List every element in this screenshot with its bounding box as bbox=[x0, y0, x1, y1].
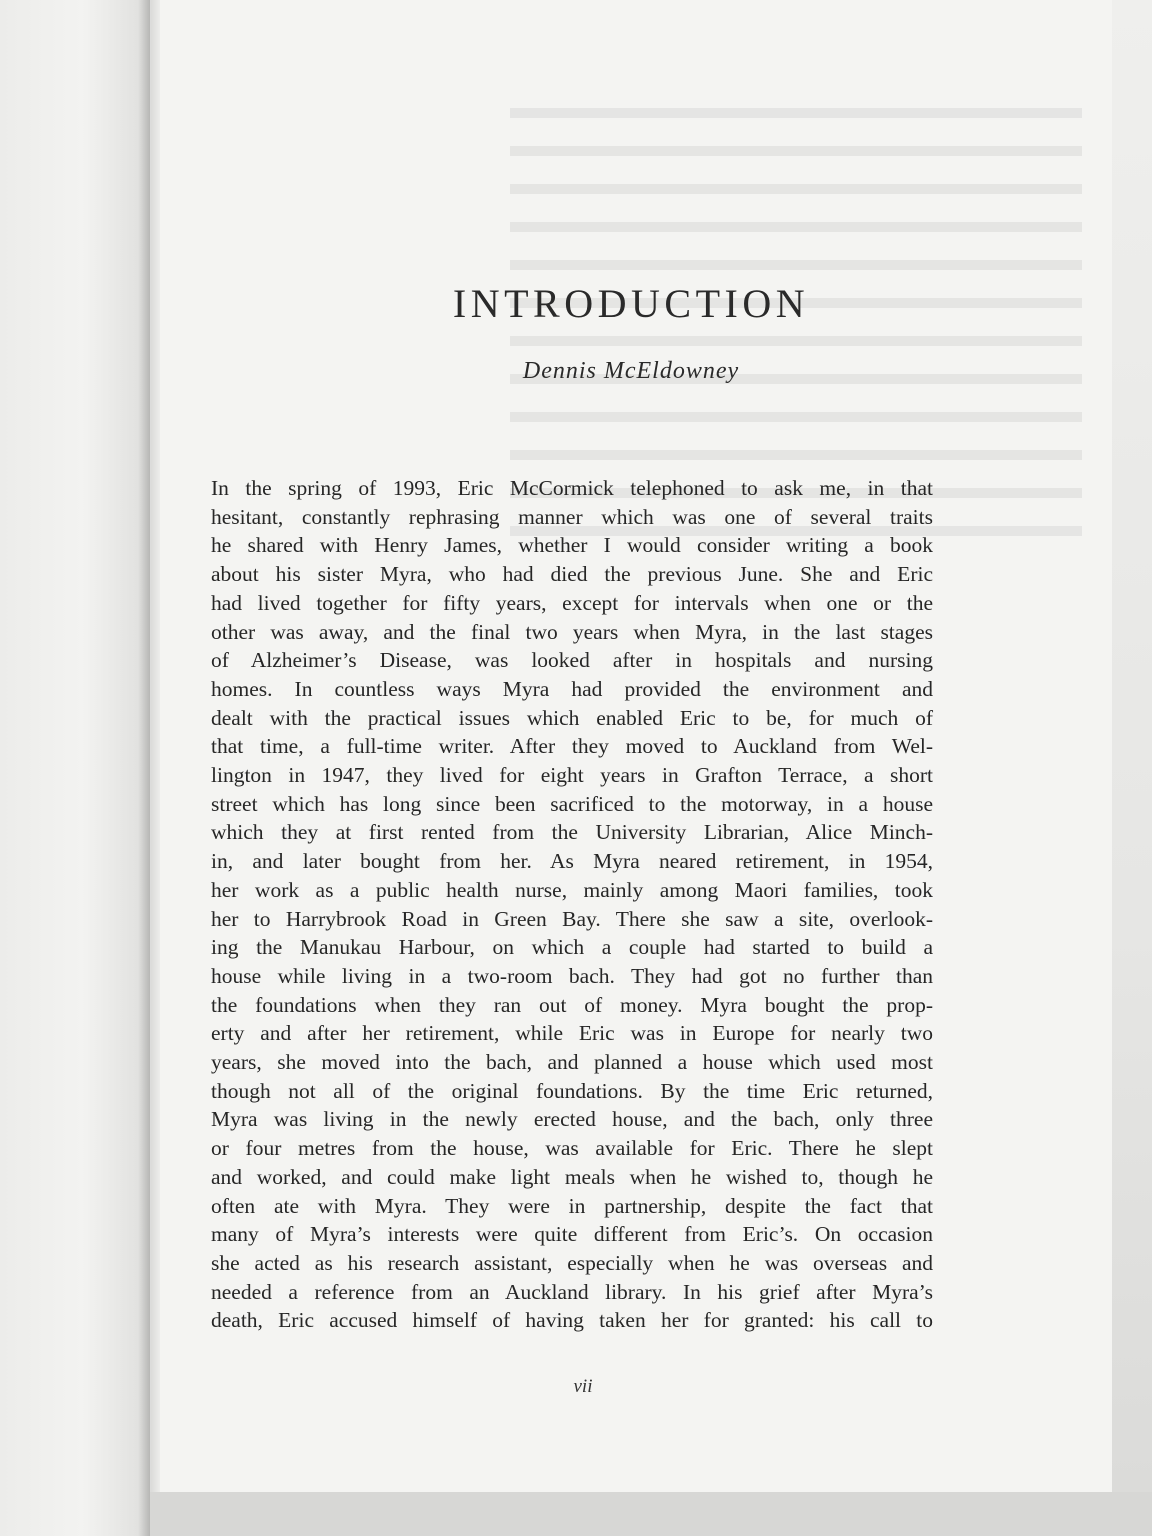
text-line: though not all of the original foundations. By the time Eric returned, bbox=[211, 1078, 933, 1103]
text-line: in, and later bought from her. As Myra neared retirement, in 1954, bbox=[211, 849, 933, 874]
text-line: Myra was living in the newly erected house, and the bach, only three bbox=[211, 1107, 933, 1132]
table-surface-bottom bbox=[150, 1492, 1152, 1536]
left-page bbox=[0, 0, 150, 1536]
text-line: In the spring of 1993, Eric McCormick telephoned to ask me, in that bbox=[211, 476, 933, 500]
text-line: lington in 1947, they lived for eight years in Grafton Terrace, a short bbox=[211, 763, 933, 788]
text-line: he shared with Henry James, whether I would consider writing a book bbox=[211, 533, 933, 558]
text-line: house while living in a two-room bach. They had got no further than bbox=[211, 963, 933, 988]
chapter-author: Dennis McEldowney bbox=[522, 358, 740, 384]
text-line: dealt with the practical issues which enabled Eric to be, for much of bbox=[211, 705, 933, 730]
text-line: many of Myra’s interests were quite different from Eric’s. On occasion bbox=[211, 1222, 933, 1247]
chapter-title: INTRODUCTION bbox=[452, 281, 810, 326]
text-line: often ate with Myra. They were in partnership, despite the fact that bbox=[211, 1193, 933, 1218]
text-line: had lived together for fifty years, except for intervals when one or the bbox=[211, 590, 933, 615]
text-line: about his sister Myra, who had died the previous June. She and Eric bbox=[211, 562, 933, 587]
text-line: which they at first rented from the University Librarian, Alice Minch- bbox=[211, 820, 933, 845]
text-line: other was away, and the final two years when Myra, in the last stages bbox=[211, 619, 933, 644]
text-line: years, she moved into the bach, and planned a house which used most bbox=[211, 1050, 933, 1075]
text-line: or four metres from the house, was available for Eric. There he slept bbox=[211, 1136, 933, 1161]
text-line: the foundations when they ran out of money. Myra bought the prop- bbox=[211, 992, 933, 1017]
book-gutter bbox=[138, 0, 160, 1536]
table-surface bbox=[1112, 0, 1152, 1536]
text-line: she acted as his research assistant, especially when he was overseas and bbox=[211, 1250, 933, 1275]
text-line: death, Eric accused himself of having taken her for granted: his call to bbox=[211, 1308, 933, 1333]
text-line: that time, a full-time writer. After they moved to Auckland from Wel- bbox=[211, 734, 933, 759]
text-line: her work as a public health nurse, mainly among Maori families, took bbox=[211, 877, 933, 902]
body-paragraph bbox=[211, 474, 933, 1335]
text-line: homes. In countless ways Myra had provided the environment and bbox=[211, 676, 933, 701]
text-line: her to Harrybrook Road in Green Bay. There she saw a site, overlook- bbox=[211, 906, 933, 931]
page-number: vii bbox=[573, 1376, 593, 1397]
text-line: ing the Manukau Harbour, on which a couple had started to build a bbox=[211, 935, 933, 960]
text-line: of Alzheimer’s Disease, was looked after in hospitals and nursing bbox=[211, 648, 933, 673]
text-line: hesitant, constantly rephrasing manner which was one of several traits bbox=[211, 504, 933, 529]
text-line: needed a reference from an Auckland library. In his grief after Myra’s bbox=[211, 1279, 933, 1304]
text-line: street which has long since been sacrificed to the motorway, in a house bbox=[211, 791, 933, 816]
text-line: and worked, and could make light meals when he wished to, though he bbox=[211, 1164, 933, 1189]
text-line: erty and after her retirement, while Eric was in Europe for nearly two bbox=[211, 1021, 933, 1046]
